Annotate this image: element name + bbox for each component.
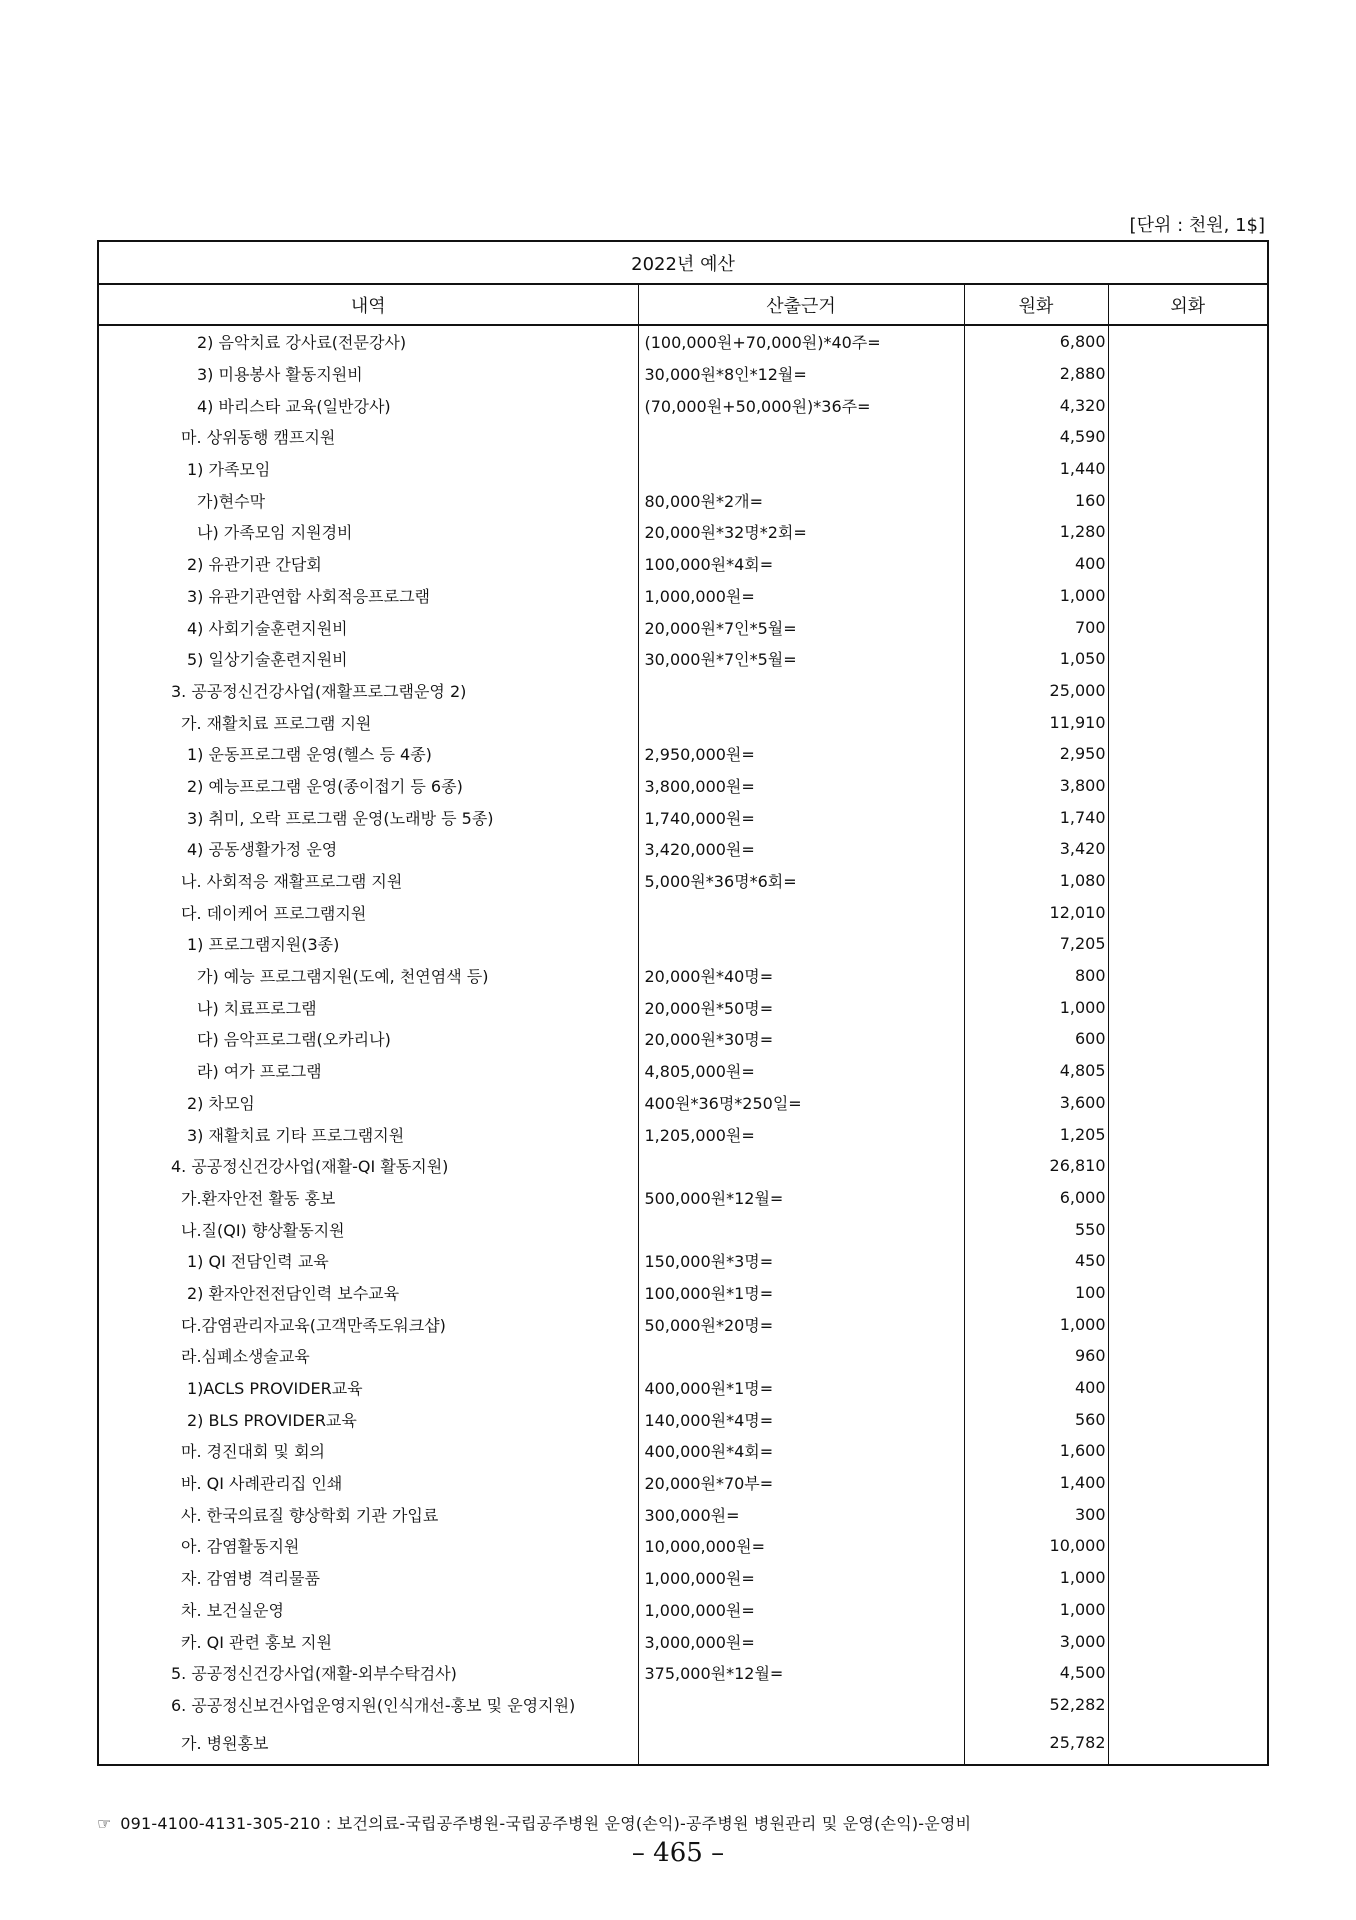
table-row: [98, 1182, 1268, 1214]
row-krw: 160: [964, 484, 1108, 516]
table-row: [98, 1467, 1268, 1499]
row-fx: [1108, 325, 1268, 358]
row-basis: 400,000원*1명=: [638, 1372, 964, 1404]
table-row: [98, 896, 1268, 928]
row-item: 3) 재활치료 기타 프로그램지원: [98, 1118, 638, 1150]
row-krw: 2,880: [964, 358, 1108, 390]
row-krw: 960: [964, 1340, 1108, 1372]
table-row: [98, 706, 1268, 738]
table-row: [98, 1277, 1268, 1309]
table-row: [98, 611, 1268, 643]
table-row: [98, 1150, 1268, 1182]
footnote: [97, 1811, 971, 1834]
row-basis: 400원*36명*250일=: [638, 1087, 964, 1119]
table-row: [98, 1562, 1268, 1594]
row-basis: [638, 1720, 964, 1765]
row-fx: [1108, 865, 1268, 897]
row-basis: [638, 896, 964, 928]
row-item: 바. QI 사례관리집 인쇄: [98, 1467, 638, 1499]
table-row: [98, 1245, 1268, 1277]
row-fx: [1108, 1435, 1268, 1467]
row-basis: 20,000원*70부=: [638, 1467, 964, 1499]
row-fx: [1108, 1498, 1268, 1530]
row-item: 다. 데이케어 프로그램지원: [98, 896, 638, 928]
row-fx: [1108, 991, 1268, 1023]
row-basis: 80,000원*2개=: [638, 484, 964, 516]
row-krw: 3,600: [964, 1087, 1108, 1119]
column-header-fx: 외화: [1108, 284, 1268, 325]
row-fx: [1108, 1594, 1268, 1626]
row-item: 가. 재활치료 프로그램 지원: [98, 706, 638, 738]
row-fx: [1108, 580, 1268, 612]
row-item: 마. 경진대회 및 회의: [98, 1435, 638, 1467]
row-basis: [638, 1213, 964, 1245]
pointing-hand-icon: ☞: [97, 1814, 112, 1833]
row-krw: 1,000: [964, 1594, 1108, 1626]
row-basis: 1,740,000원=: [638, 801, 964, 833]
row-krw: 1,000: [964, 1562, 1108, 1594]
row-item: 나.질(QI) 향상활동지원: [98, 1213, 638, 1245]
row-basis: 50,000원*20명=: [638, 1308, 964, 1340]
row-basis: [638, 1150, 964, 1182]
row-basis: 4,805,000원=: [638, 1055, 964, 1087]
table-row: [98, 358, 1268, 390]
table-row: [98, 675, 1268, 707]
row-fx: [1108, 801, 1268, 833]
row-item: 다.감염관리자교육(고객만족도워크샵): [98, 1308, 638, 1340]
row-krw: 550: [964, 1213, 1108, 1245]
row-fx: [1108, 1182, 1268, 1214]
row-item: 3) 취미, 오락 프로그램 운영(노래방 등 5종): [98, 801, 638, 833]
table-row: [98, 516, 1268, 548]
row-fx: [1108, 1023, 1268, 1055]
row-basis: 20,000원*40명=: [638, 960, 964, 992]
column-header-item: 내역: [98, 284, 638, 325]
row-fx: [1108, 960, 1268, 992]
row-krw: 7,205: [964, 928, 1108, 960]
row-krw: 1,000: [964, 580, 1108, 612]
row-krw: 12,010: [964, 896, 1108, 928]
row-fx: [1108, 1340, 1268, 1372]
row-basis: 140,000원*4명=: [638, 1403, 964, 1435]
table-row: [98, 1625, 1268, 1657]
row-item: 4) 공동생활가정 운영: [98, 833, 638, 865]
row-basis: [638, 706, 964, 738]
row-basis: [638, 453, 964, 485]
row-fx: [1108, 358, 1268, 390]
row-krw: 4,320: [964, 389, 1108, 421]
page-number: – 465 –: [631, 1838, 725, 1868]
row-item: 3) 유관기관연합 사회적응프로그램: [98, 580, 638, 612]
budget-table: [97, 240, 1269, 1766]
row-krw: 4,500: [964, 1657, 1108, 1689]
table-row: [98, 770, 1268, 802]
table-row: [98, 960, 1268, 992]
row-krw: 3,800: [964, 770, 1108, 802]
row-krw: 1,050: [964, 643, 1108, 675]
row-item: 3. 공공정신건강사업(재활프로그램운영 2): [98, 675, 638, 707]
row-item: 사. 한국의료질 향상학회 기관 가입료: [98, 1498, 638, 1530]
row-basis: 1,000,000원=: [638, 580, 964, 612]
row-basis: 1,000,000원=: [638, 1562, 964, 1594]
table-row: [98, 548, 1268, 580]
row-krw: 560: [964, 1403, 1108, 1435]
row-fx: [1108, 1150, 1268, 1182]
row-item: 2) 예능프로그램 운영(종이접기 등 6종): [98, 770, 638, 802]
row-krw: 600: [964, 1023, 1108, 1055]
row-basis: 1,000,000원=: [638, 1594, 964, 1626]
row-item: 1) 운동프로그램 운영(헬스 등 4종): [98, 738, 638, 770]
table-row: [98, 643, 1268, 675]
row-basis: 100,000원*4회=: [638, 548, 964, 580]
row-krw: 4,805: [964, 1055, 1108, 1087]
row-fx: [1108, 928, 1268, 960]
row-basis: 2,950,000원=: [638, 738, 964, 770]
row-item: 4) 바리스타 교육(일반강사): [98, 389, 638, 421]
row-basis: [638, 1340, 964, 1372]
row-basis: 375,000원*12월=: [638, 1657, 964, 1689]
row-item: 나. 사회적응 재활프로그램 지원: [98, 865, 638, 897]
row-fx: [1108, 611, 1268, 643]
row-fx: [1108, 453, 1268, 485]
row-item: 가) 예능 프로그램지원(도예, 천연염색 등): [98, 960, 638, 992]
row-basis: [638, 928, 964, 960]
row-krw: 6,800: [964, 325, 1108, 358]
table-row: [98, 1594, 1268, 1626]
row-item: 5. 공공정신건강사업(재활-외부수탁검사): [98, 1657, 638, 1689]
unit-label: [단위 : 천원, 1$]: [1129, 215, 1265, 236]
row-krw: 10,000: [964, 1530, 1108, 1562]
row-krw: 1,080: [964, 865, 1108, 897]
row-item: 6. 공공정신보건사업운영지원(인식개선-홍보 및 운영지원): [98, 1689, 638, 1721]
row-krw: 4,590: [964, 421, 1108, 453]
row-krw: 6,000: [964, 1182, 1108, 1214]
row-krw: 1,600: [964, 1435, 1108, 1467]
row-basis: 20,000원*50명=: [638, 991, 964, 1023]
footnote-text: 091-4100-4131-305-210 : 보건의료-국립공주병원-국립공주병원 운영(손익)-공주병원 병원관리 및 운영(손익)-운영비: [120, 1814, 972, 1833]
column-header-basis: 산출근거: [638, 284, 964, 325]
row-basis: 300,000원=: [638, 1498, 964, 1530]
row-krw: 1,205: [964, 1118, 1108, 1150]
row-krw: 450: [964, 1245, 1108, 1277]
row-item: 마. 상위동행 캠프지원: [98, 421, 638, 453]
row-basis: 3,000,000원=: [638, 1625, 964, 1657]
table-row: [98, 1118, 1268, 1150]
row-fx: [1108, 1530, 1268, 1562]
row-fx: [1108, 1277, 1268, 1309]
row-basis: 1,205,000원=: [638, 1118, 964, 1150]
row-item: 3) 미용봉사 활동지원비: [98, 358, 638, 390]
row-fx: [1108, 1720, 1268, 1765]
table-row: [98, 1372, 1268, 1404]
table-row: [98, 1087, 1268, 1119]
row-fx: [1108, 1657, 1268, 1689]
row-basis: 400,000원*4회=: [638, 1435, 964, 1467]
row-krw: 25,782: [964, 1720, 1108, 1765]
table-row: [98, 1403, 1268, 1435]
row-fx: [1108, 1308, 1268, 1340]
row-krw: 100: [964, 1277, 1108, 1309]
row-basis: (100,000원+70,000원)*40주=: [638, 325, 964, 358]
row-krw: 300: [964, 1498, 1108, 1530]
row-basis: [638, 421, 964, 453]
table-row: [98, 1657, 1268, 1689]
row-fx: [1108, 1087, 1268, 1119]
row-krw: 1,000: [964, 1308, 1108, 1340]
row-basis: 3,420,000원=: [638, 833, 964, 865]
row-item: 라) 여가 프로그램: [98, 1055, 638, 1087]
row-krw: 26,810: [964, 1150, 1108, 1182]
row-basis: 10,000,000원=: [638, 1530, 964, 1562]
table-row: [98, 1055, 1268, 1087]
row-krw: 400: [964, 1372, 1108, 1404]
row-item: 1) 가족모임: [98, 453, 638, 485]
row-fx: [1108, 516, 1268, 548]
table-row: [98, 928, 1268, 960]
column-header-krw: 원화: [964, 284, 1108, 325]
row-item: 다) 음악프로그램(오카리나): [98, 1023, 638, 1055]
row-fx: [1108, 389, 1268, 421]
row-item: 5) 일상기술훈련지원비: [98, 643, 638, 675]
row-item: 2) 차모임: [98, 1087, 638, 1119]
year-header: 2022년 예산: [98, 241, 1268, 284]
row-fx: [1108, 738, 1268, 770]
row-item: 나) 치료프로그램: [98, 991, 638, 1023]
row-item: 1) 프로그램지원(3종): [98, 928, 638, 960]
row-krw: 25,000: [964, 675, 1108, 707]
row-item: 아. 감염활동지원: [98, 1530, 638, 1562]
row-fx: [1108, 484, 1268, 516]
row-item: 가.환자안전 활동 홍보: [98, 1182, 638, 1214]
table-row: [98, 421, 1268, 453]
row-item: 4. 공공정신건강사업(재활-QI 활동지원): [98, 1150, 638, 1182]
row-basis: 3,800,000원=: [638, 770, 964, 802]
row-basis: [638, 1689, 964, 1721]
row-basis: 20,000원*32명*2회=: [638, 516, 964, 548]
row-fx: [1108, 643, 1268, 675]
row-item: 2) 유관기관 간담회: [98, 548, 638, 580]
row-krw: 1,000: [964, 991, 1108, 1023]
row-fx: [1108, 1213, 1268, 1245]
row-fx: [1108, 1562, 1268, 1594]
row-item: 라.심폐소생술교육: [98, 1340, 638, 1372]
row-fx: [1108, 1403, 1268, 1435]
table-row: [98, 1213, 1268, 1245]
row-krw: 400: [964, 548, 1108, 580]
row-basis: 20,000원*7인*5월=: [638, 611, 964, 643]
table-row: [98, 453, 1268, 485]
table-row: [98, 484, 1268, 516]
table-row: [98, 991, 1268, 1023]
row-fx: [1108, 706, 1268, 738]
row-krw: 52,282: [964, 1689, 1108, 1721]
row-fx: [1108, 833, 1268, 865]
table-row: [98, 801, 1268, 833]
table-row: [98, 580, 1268, 612]
row-item: 가. 병원홍보: [98, 1720, 638, 1765]
row-krw: 3,420: [964, 833, 1108, 865]
table-row: [98, 1340, 1268, 1372]
row-item: 카. QI 관련 홍보 지원: [98, 1625, 638, 1657]
row-item: 4) 사회기술훈련지원비: [98, 611, 638, 643]
row-item: 차. 보건실운영: [98, 1594, 638, 1626]
row-fx: [1108, 421, 1268, 453]
table-row: [98, 1498, 1268, 1530]
row-krw: 11,910: [964, 706, 1108, 738]
row-basis: [638, 675, 964, 707]
table-row: [98, 1435, 1268, 1467]
row-krw: 3,000: [964, 1625, 1108, 1657]
table-row: [98, 1720, 1268, 1765]
row-fx: [1108, 548, 1268, 580]
row-fx: [1108, 1467, 1268, 1499]
row-item: 가)현수막: [98, 484, 638, 516]
row-basis: 150,000원*3명=: [638, 1245, 964, 1277]
row-krw: 1,280: [964, 516, 1108, 548]
table-row: [98, 865, 1268, 897]
row-krw: 2,950: [964, 738, 1108, 770]
row-fx: [1108, 1245, 1268, 1277]
row-item: 1) QI 전담인력 교육: [98, 1245, 638, 1277]
row-fx: [1108, 675, 1268, 707]
row-fx: [1108, 896, 1268, 928]
row-item: 나) 가족모임 지원경비: [98, 516, 638, 548]
table-row: [98, 1689, 1268, 1721]
row-item: 자. 감염병 격리물품: [98, 1562, 638, 1594]
table-row: [98, 1530, 1268, 1562]
row-fx: [1108, 1372, 1268, 1404]
row-basis: 30,000원*7인*5월=: [638, 643, 964, 675]
table-row: [98, 738, 1268, 770]
row-basis: 100,000원*1명=: [638, 1277, 964, 1309]
row-basis: 30,000원*8인*12월=: [638, 358, 964, 390]
table-row: [98, 325, 1268, 358]
row-basis: (70,000원+50,000원)*36주=: [638, 389, 964, 421]
row-item: 1)ACLS PROVIDER교육: [98, 1372, 638, 1404]
budget-rows: [98, 325, 1268, 1765]
row-fx: [1108, 1625, 1268, 1657]
row-basis: 20,000원*30명=: [638, 1023, 964, 1055]
row-fx: [1108, 1118, 1268, 1150]
table-row: [98, 1023, 1268, 1055]
row-item: 2) BLS PROVIDER교육: [98, 1403, 638, 1435]
row-item: 2) 환자안전전담인력 보수교육: [98, 1277, 638, 1309]
row-basis: 500,000원*12월=: [638, 1182, 964, 1214]
row-item: 2) 음악치료 강사료(전문강사): [98, 325, 638, 358]
table-row: [98, 389, 1268, 421]
row-krw: 1,740: [964, 801, 1108, 833]
row-krw: 1,400: [964, 1467, 1108, 1499]
table-row: [98, 1308, 1268, 1340]
row-krw: 700: [964, 611, 1108, 643]
row-fx: [1108, 770, 1268, 802]
row-basis: 5,000원*36명*6회=: [638, 865, 964, 897]
table-row: [98, 833, 1268, 865]
row-fx: [1108, 1055, 1268, 1087]
row-fx: [1108, 1689, 1268, 1721]
row-krw: 1,440: [964, 453, 1108, 485]
row-krw: 800: [964, 960, 1108, 992]
